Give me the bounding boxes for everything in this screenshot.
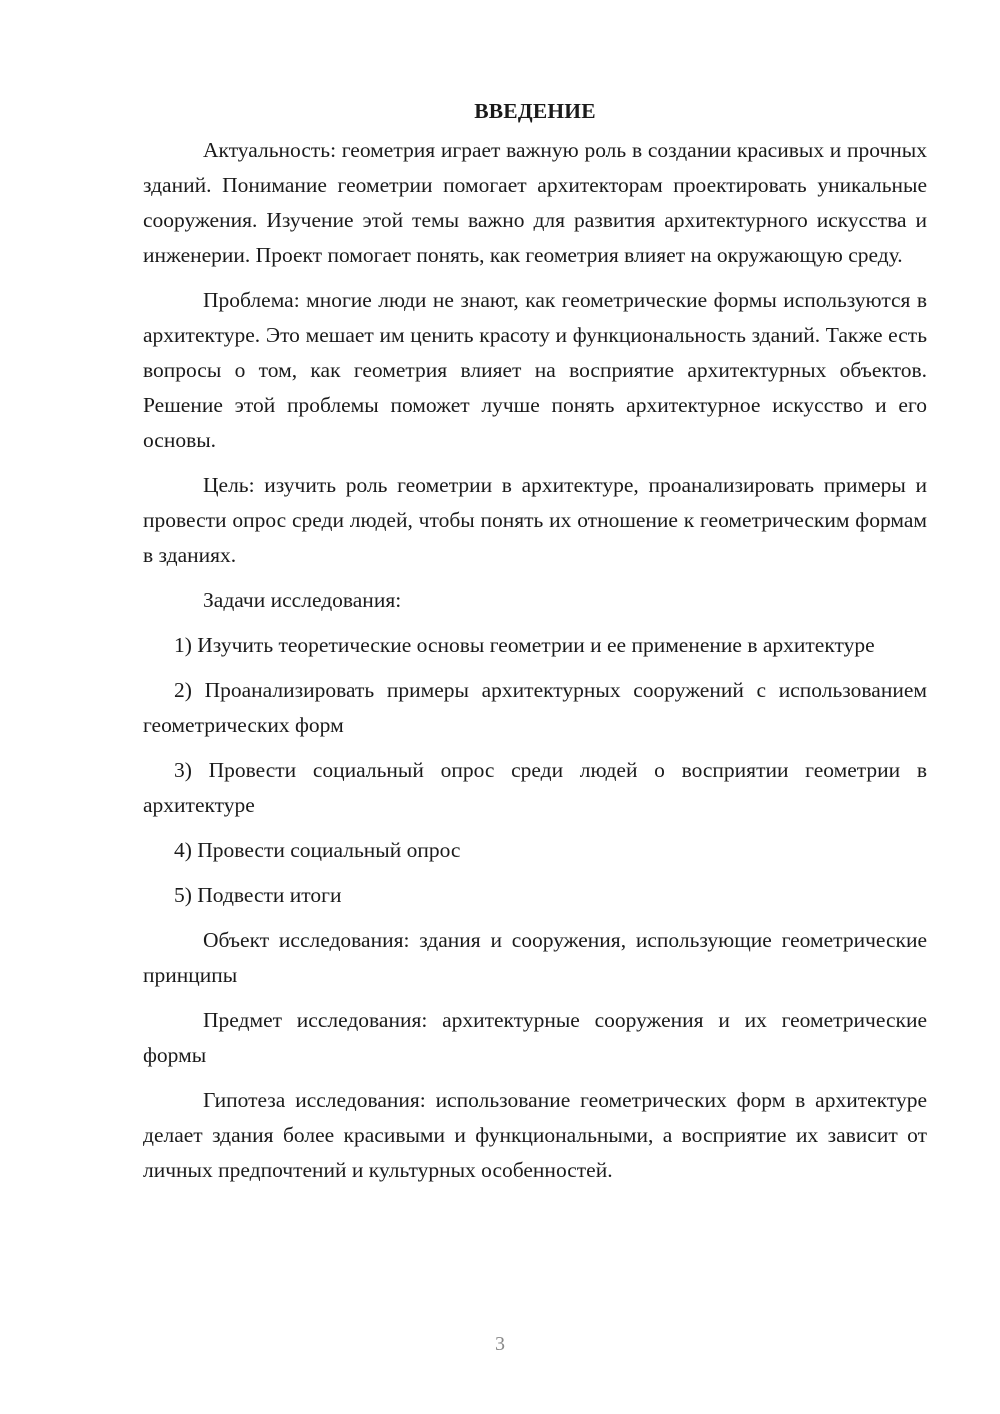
- paragraph-problem: Проблема: многие люди не знают, как геометрические формы используются в архитектуре. Это мешает им ценить красоту и функциональность зданий. Также есть вопросы о том, как геометрия влияет на восприятие архитектурных объектов. Решение этой проблемы поможет лучше понять архитектурное искусство и его основы.: [143, 288, 927, 452]
- page-content: [143, 95, 927, 1198]
- paragraph-hypothesis: Гипотеза исследования: использование геометрических форм в архитектуре делает здания более красивыми и функциональными, а восприятие их зависит от личных предпочтений и культурных особенностей.: [143, 1088, 927, 1182]
- task-item-1: 1) Изучить теоретические основы геометрии и ее применение в архитектуре: [174, 633, 875, 657]
- paragraph-subject: Предмет исследования: архитектурные сооружения и их геометрические формы: [143, 1008, 927, 1067]
- task-item-3: 3) Провести социальный опрос среди людей о восприятии геометрии в архитектуре: [143, 758, 927, 817]
- paragraph-tasks-heading: Задачи исследования:: [203, 588, 402, 612]
- task-item-4: 4) Провести социальный опрос: [174, 838, 461, 862]
- paragraph-goal: Цель: изучить роль геометрии в архитектуре, проанализировать примеры и провести опрос среди людей, чтобы понять их отношение к геометрическим формам в зданиях.: [143, 473, 927, 567]
- task-item-2: 2) Проанализировать примеры архитектурных сооружений с использованием геометрических форм: [143, 678, 927, 737]
- paragraph-object: Объект исследования: здания и сооружения, использующие геометрические принципы: [143, 928, 927, 987]
- task-item-5: 5) Подвести итоги: [174, 883, 342, 907]
- page-number: 3: [495, 1333, 505, 1355]
- paragraph-relevance: Актуальность: геометрия играет важную роль в создании красивых и прочных зданий. Понимание геометрии помогает архитекторам проектировать уникальные сооружения. Изучение этой темы важно для развития архитектурного искусства и инженерии. Проект помогает понять, как геометрия влияет на окружающую среду.: [143, 138, 927, 267]
- page-title: ВВЕДЕНИЕ: [474, 99, 596, 123]
